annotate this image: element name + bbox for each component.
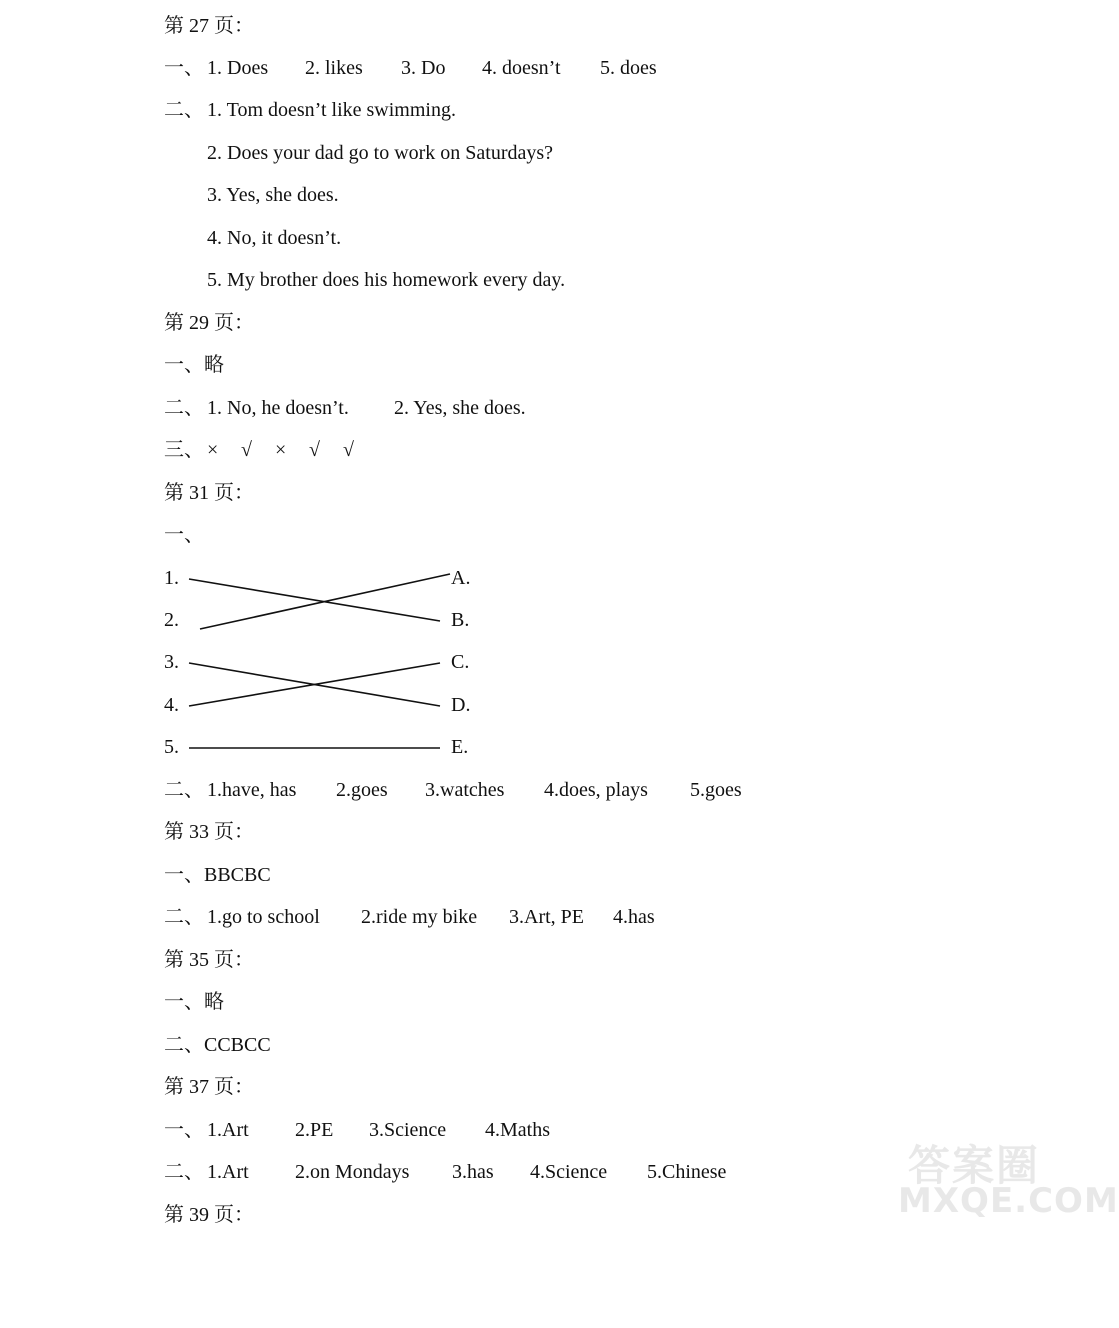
answer-item: 4. No, it doesn’t. (207, 227, 342, 249)
match-line-2-a (200, 574, 450, 629)
page-29-heading: 第 29 页： (164, 312, 254, 334)
p31-section-1-label: 一、 (164, 524, 204, 546)
answer-item: 2. Does your dad go to work on Saturdays? (207, 142, 554, 164)
page-31-heading: 第 31 页： (164, 482, 254, 504)
answer-item: 2.PE (295, 1119, 334, 1141)
p35-section-1: 一、略 (164, 991, 224, 1013)
watermark-text: 答案圈 (908, 1141, 1041, 1190)
match-letter: A. (451, 567, 471, 589)
p33-section-1: 一、BBCBC (164, 864, 271, 886)
answer-item: 3. Yes, she does. (207, 184, 339, 206)
answer-item: 2. likes (305, 57, 363, 79)
answer-item: 5.goes (690, 779, 742, 801)
answer-item: 5.Chinese (647, 1161, 727, 1183)
match-letter: C. (451, 651, 470, 673)
section-label: 三、 (164, 439, 204, 461)
answer-item: 5. does (600, 57, 657, 79)
section-label: 二、 (164, 397, 204, 419)
watermark-url: MXQE.COM (898, 1181, 1119, 1221)
check-mark: √ (241, 439, 252, 461)
cross-mark: × (207, 439, 219, 461)
answer-item: 3.watches (425, 779, 505, 801)
page-33-heading: 第 33 页： (164, 821, 254, 843)
match-letter: B. (451, 609, 470, 631)
match-line-3-d (189, 663, 440, 706)
answer-item: 4.does, plays (544, 779, 648, 801)
answer-item: 1. Does (207, 57, 269, 79)
check-mark: √ (309, 439, 320, 461)
answer-item: 2. Yes, she does. (394, 397, 526, 419)
page-37-heading: 第 37 页： (164, 1076, 254, 1098)
watermark-logo (898, 1133, 1119, 1223)
answer-item: 1.have, has (207, 779, 297, 801)
cross-mark: × (275, 439, 287, 461)
answer-item: 1.go to school (207, 906, 320, 928)
answer-item: 4. doesn’t (482, 57, 561, 79)
page-27-heading: 第 27 页： (164, 15, 254, 37)
page-35-heading: 第 35 页： (164, 949, 254, 971)
match-line-1-b (189, 579, 440, 621)
answer-item: 4.Science (530, 1161, 608, 1183)
p35-section-2: 二、CCBCC (164, 1034, 271, 1056)
section-label: 一、 (164, 1119, 204, 1141)
answer-item: 1.Art (207, 1119, 249, 1141)
answer-item: 4.has (613, 906, 655, 928)
answer-item: 3.Art, PE (509, 906, 584, 928)
answer-item: 5. My brother does his homework every day. (207, 269, 566, 291)
answer-item: 1. No, he doesn’t. (207, 397, 349, 419)
check-mark: √ (343, 439, 354, 461)
match-letter: D. (451, 694, 471, 716)
section-label: 二、 (164, 1161, 204, 1183)
answer-item: 4.Maths (485, 1119, 550, 1141)
answer-item: 1.Art (207, 1161, 249, 1183)
match-number: 5. (164, 736, 179, 758)
answer-item: 3.has (452, 1161, 494, 1183)
answer-item: 1. Tom doesn’t like swimming. (207, 99, 456, 121)
answer-item: 2.ride my bike (361, 906, 478, 928)
match-letter: E. (451, 736, 469, 758)
answer-item: 2.on Mondays (295, 1161, 410, 1183)
match-number: 1. (164, 567, 179, 589)
answer-item: 3. Do (401, 57, 446, 79)
match-number: 2. (164, 609, 179, 631)
answer-item: 3.Science (369, 1119, 447, 1141)
page-39-heading: 第 39 页： (164, 1204, 254, 1226)
section-label: 二、 (164, 99, 204, 121)
match-line-4-c (189, 663, 440, 706)
section-label: 二、 (164, 779, 204, 801)
p29-section-1: 一、略 (164, 354, 224, 376)
section-label: 二、 (164, 906, 204, 928)
match-number: 3. (164, 651, 179, 673)
match-number: 4. (164, 694, 179, 716)
answer-item: 2.goes (336, 779, 388, 801)
section-label: 一、 (164, 57, 204, 79)
